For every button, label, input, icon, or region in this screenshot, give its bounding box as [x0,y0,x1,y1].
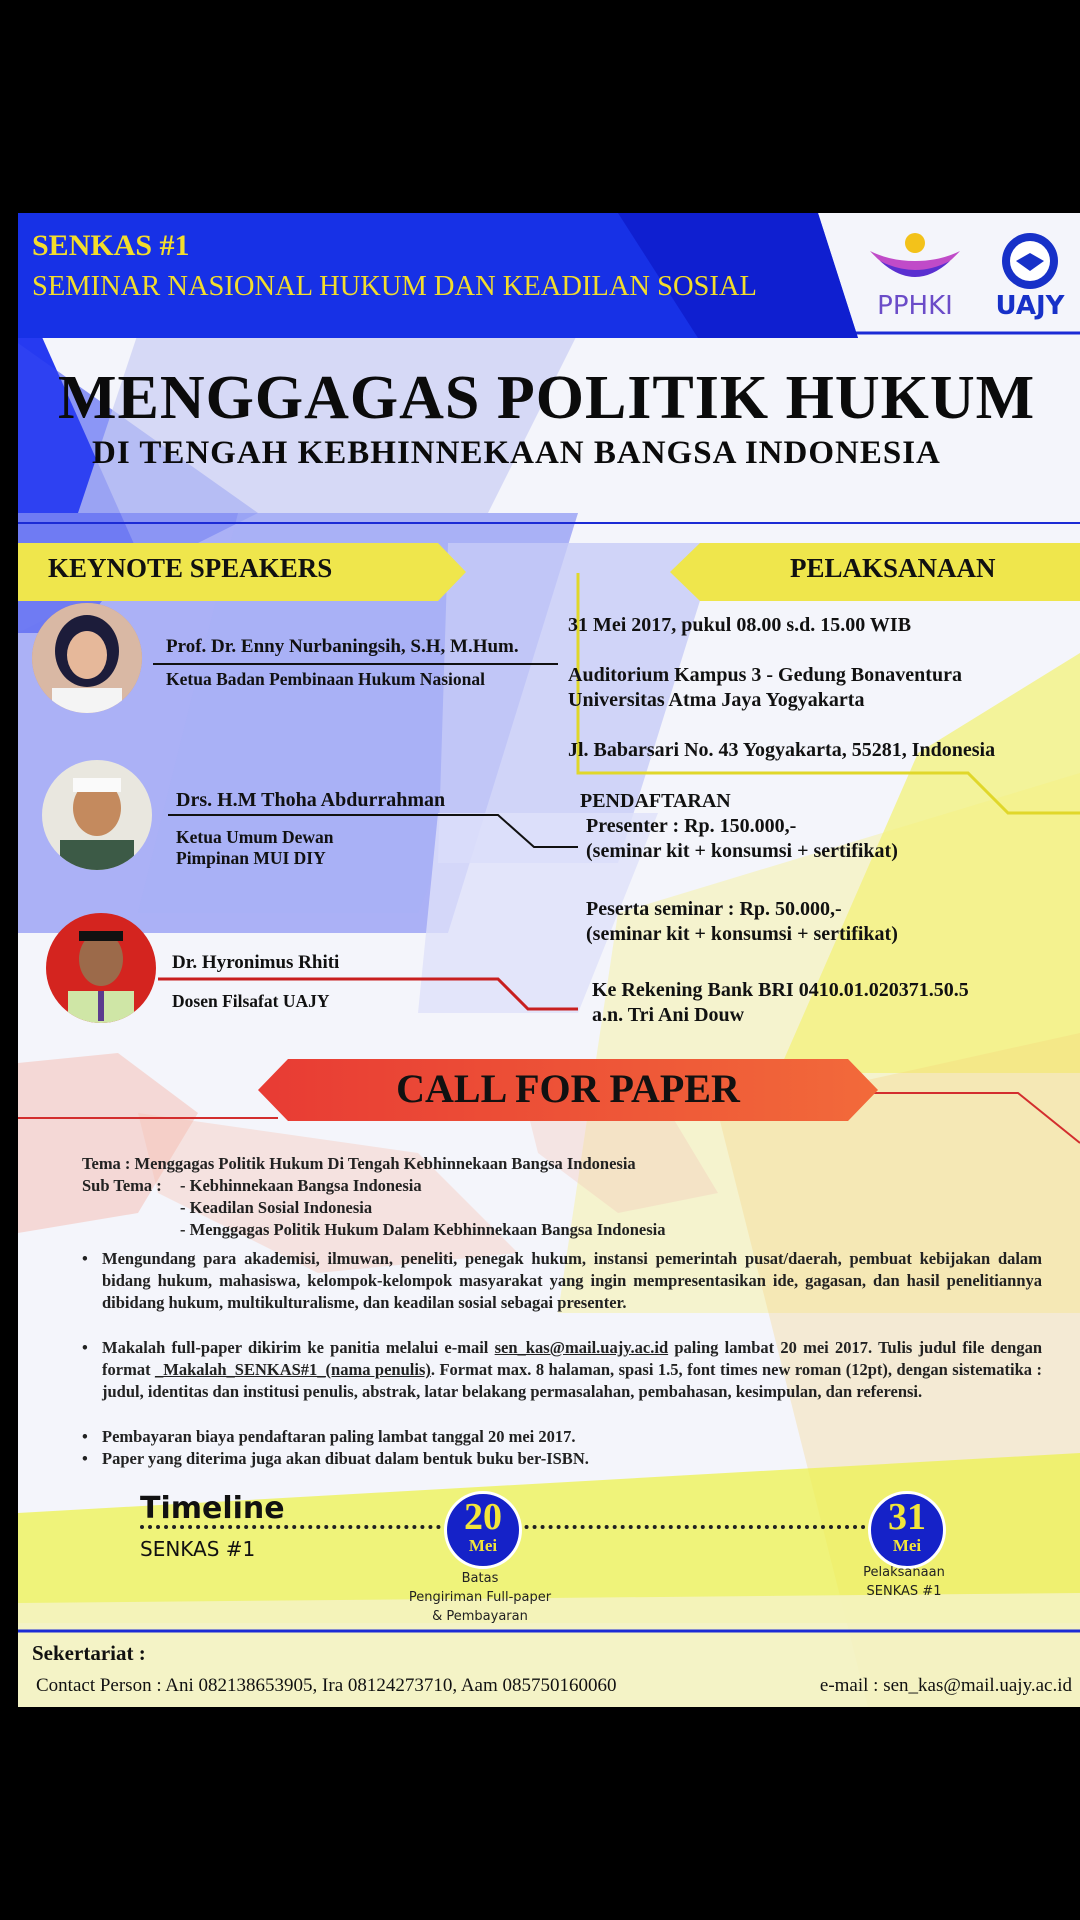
cfp-heading: CALL FOR PAPER [396,1066,740,1111]
speaker-2-role-line2: Pimpinan MUI DIY [176,848,326,868]
milestone-31-mei [868,1491,946,1569]
venue-address: Jl. Babarsari No. 43 Yogyakarta, 55281, Indonesia [568,739,996,761]
bank-account: Ke Rekening Bank BRI 0410.01.020371.50.5 [592,979,969,1001]
sekretariat-label: Sekertariat : [32,1641,146,1665]
cfp-bullet-4: • Paper yang diterima juga akan dibuat dalam bentuk buku ber-ISBN. [82,1448,1042,1470]
cfp-file-format: _Makalah_SENKAS#1_(nama penulis) [155,1360,431,1379]
cfp-bullet-2-b: paling lambat 20 mei 2017. Tulis judul file dengan format [102,1338,1042,1379]
milestone-2-caption [824,1563,984,1601]
speaker-1-role: Ketua Badan Pembinaan Hukum Nasional [166,669,485,689]
cfp-subtema-label: Sub Tema : [82,1176,162,1195]
timeline-sub: SENKAS #1 [140,1537,256,1561]
poster [18,213,1080,1707]
milestone-1-caption-3: & Pembayaran [432,1609,528,1624]
milestone-1-caption [390,1569,570,1626]
milestone-1-caption-2: Pengiriman Full-paper [408,1590,552,1605]
speaker-3-role: Dosen Filsafat UAJY [172,991,330,1011]
cfp-bullet-3: • Pembayaran biaya pendaftaran paling lambat tanggal 20 mei 2017. [82,1426,1042,1448]
uajy-logo [988,231,1072,331]
cfp-subtema-1: - Kebhinnekaan Bangsa Indonesia [180,1176,422,1195]
footer-email[interactable]: e-mail : sen_kas@mail.uajy.ac.id [819,1675,1072,1696]
cfp-bullet-1-text: Mengundang para akademisi, ilmuwan, peneliti, penegak hukum, instansi pemerintah pusat/daerah, pembuat kebijakan dalam bidang hukum, mahasiswa, kelompok-kelompok masyarakat yang ingin mempresentasikan ide, gagasan, dan hasil penelitiannya dibidang hukum, multikulturalisme, dan keadilan sosial sebagai presenter. [102,1249,1042,1312]
peserta-note: (seminar kit + konsumsi + sertifikat) [586,923,898,945]
milestone-20-mei [444,1491,522,1569]
keynote-heading: KEYNOTE SPEAKERS [48,553,333,583]
main-title: MENGGAGAS POLITIK HUKUM [58,364,1036,432]
cfp-bullet-1: • Mengundang para akademisi, ilmuwan, peneliti, penegak hukum, instansi pemerintah pusat/daerah, pembuat kebijakan dalam bidang hukum, mahasiswa, kelompok-kelompok masyarakat yang ingin mempresentasikan ide, gagasan, dan hasil penelitiannya dibidang hukum, multikulturalisme, dan keadilan sosial sebagai presenter. [82,1249,1042,1312]
pphki-logo [860,231,970,331]
speaker-2-photo [42,760,152,870]
uajy-logo-text: UAJY [995,291,1065,321]
venue-line1: Auditorium Kampus 3 - Gedung Bonaventura [568,664,962,686]
milestone-2-day: 31 [888,1496,926,1538]
venue-line2: Universitas Atma Jaya Yogyakarta [568,689,865,711]
cfp-bullet-3-text: Pembayaran biaya pendaftaran paling lambat tanggal 20 mei 2017. [102,1427,576,1446]
speaker-2-name: Drs. H.M Thoha Abdurrahman [176,789,446,811]
milestone-2-caption-2: SENKAS #1 [866,1584,942,1599]
milestone-1-month: Mei [468,1536,498,1555]
speaker-1-name: Prof. Dr. Enny Nurbaningsih, S.H, M.Hum. [166,636,519,657]
event-code: SENKAS #1 [32,229,190,262]
speaker-3-photo [46,913,156,1023]
pendaftaran-heading: PENDAFTARAN [580,790,731,812]
speaker-1-rule [153,663,558,665]
cfp-bullet-2: • Makalah full-paper dikirim ke panitia melalui e-mail sen_kas@mail.uajy.ac.id paling lambat 20 mei 2017. Tulis judul file dengan format _Makalah_SENKAS#1_(nama penulis). Format max. 8 halaman, spasi 1.5, font times new roman (12pt), dengan sistematika : judul, identitas dan institusi penulis, abstrak, latar belakang permasalahan, pembahasan, kesimpulan, dan referensi. [82,1338,1042,1401]
cfp-subtema-3: - Menggagas Politik Hukum Dalam Kebhinnekaan Bangsa Indonesia [180,1220,666,1239]
cfp-bullet-2-a: Makalah full-paper dikirim ke panitia melalui e-mail [102,1338,495,1357]
pelaksanaan-heading: PELAKSANAAN [790,553,996,583]
presenter-note: (seminar kit + konsumsi + sertifikat) [586,840,898,862]
milestone-2-month: Mei [892,1536,922,1555]
milestone-2-caption-1: Pelaksanaan [863,1565,945,1580]
speaker-2-role-line1: Ketua Umum Dewan [176,827,334,847]
milestone-1-day: 20 [464,1496,502,1538]
sub-title: DI TENGAH KEBHINNEKAAN BANGSA INDONESIA [92,435,941,471]
timeline-label: Timeline [140,1491,285,1526]
speaker-1-photo [32,603,142,713]
presenter-fee: Presenter : Rp. 150.000,- [586,815,797,837]
event-date: 31 Mei 2017, pukul 08.00 s.d. 15.00 WIB [568,614,912,636]
cfp-tema: Tema : Menggagas Politik Hukum Di Tengah Kebhinnekaan Bangsa Indonesia [82,1154,636,1173]
cfp-bullet-4-text: Paper yang diterima juga akan dibuat dalam bentuk buku ber-ISBN. [102,1449,589,1468]
speaker-3-name: Dr. Hyronimus Rhiti [172,952,340,973]
event-name: SEMINAR NASIONAL HUKUM DAN KEADILAN SOSIAL [32,271,757,302]
cfp-subtema-2: - Keadilan Sosial Indonesia [180,1198,373,1217]
pphki-logo-text: PPHKI [877,291,953,321]
cfp-bullet-2-text [102,1337,1042,1403]
cfp-bullet-2-c: . Format max. 8 halaman, spasi 1.5, font times new roman (12pt), dengan sistematika : judul, identitas dan institusi penulis, abstrak, latar belakang permasalahan, pembahasan, kesimpulan, dan referensi. [102,1360,1042,1401]
account-name: a.n. Tri Ani Douw [592,1004,745,1026]
contact-persons: Contact Person : Ani 082138653905, Ira 08124273710, Aam 085750160060 [36,1675,617,1696]
milestone-1-caption-1: Batas [461,1571,499,1586]
peserta-fee: Peserta seminar : Rp. 50.000,- [586,898,842,920]
cfp-email-link[interactable]: sen_kas@mail.uajy.ac.id [494,1338,669,1357]
